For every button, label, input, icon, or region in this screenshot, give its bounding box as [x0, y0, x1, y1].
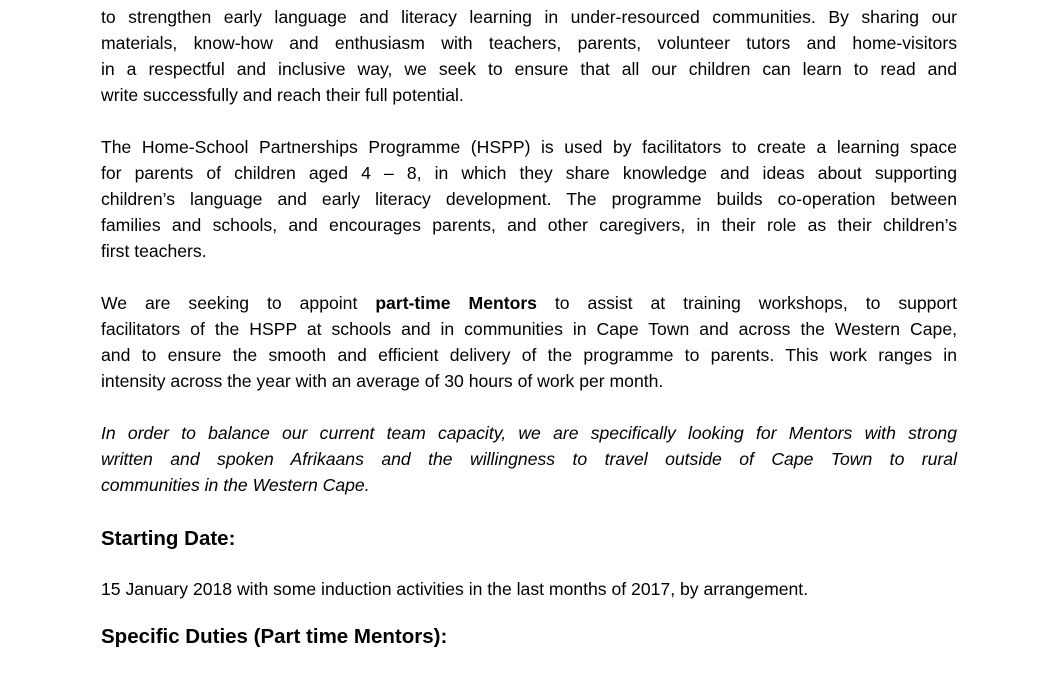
specific-duties-heading: Specific Duties (Part time Mentors):	[101, 625, 448, 648]
mentors-paragraph	[101, 290, 957, 394]
mentors-line-1-before: We are seeking to appoint	[101, 293, 376, 313]
intro-paragraph	[101, 4, 957, 108]
hspp-paragraph	[101, 134, 957, 264]
hspp-line-2: for parents of children aged 4 – 8, in which they share knowledge and ideas about supporting	[101, 163, 957, 183]
intro-line-4: write successfully and reach their full potential.	[101, 85, 464, 105]
hspp-line-5: first teachers.	[101, 241, 207, 261]
intro-line-2: materials, know-how and enthusiasm with teachers, parents, volunteer tutors and home-visitors	[101, 33, 957, 53]
mentors-line-1-after: to assist at training workshops, to support	[536, 293, 958, 313]
hspp-line-1: The Home-School Partnerships Programme (HSPP) is used by facilitators to create a learning space	[101, 137, 957, 157]
afrikaans-line-1: In order to balance our current team capacity, we are specifically looking for Mentors with strong	[101, 423, 957, 443]
hspp-line-3: children’s language and early literacy development. The programme builds co-operation between	[101, 189, 957, 209]
starting-date-text: 15 January 2018 with some induction activities in the last months of 2017, by arrangement.	[101, 579, 809, 599]
afrikaans-line-3: communities in the Western Cape.	[101, 475, 370, 495]
afrikaans-line-2: written and spoken Afrikaans and the willingness to travel outside of Cape Town to rural	[101, 449, 957, 469]
intro-line-3: in a respectful and inclusive way, we seek to ensure that all our children can learn to read and	[101, 59, 957, 79]
hspp-line-4: families and schools, and encourages parents, and other caregivers, in their role as their children’s	[101, 215, 957, 235]
afrikaans-paragraph	[101, 420, 957, 498]
intro-line-1: to strengthen early language and literacy learning in under-resourced communities. By sharing our	[101, 7, 957, 27]
mentors-line-1	[101, 290, 957, 316]
starting-date-heading: Starting Date:	[101, 527, 236, 550]
part-time-mentors-emphasis: part-time Mentors	[375, 293, 537, 313]
mentors-line-3: and to ensure the smooth and efficient delivery of the programme to parents. This work ranges in	[101, 345, 957, 365]
mentors-line-4: intensity across the year with an average of 30 hours of work per month.	[101, 371, 664, 391]
mentors-line-2: facilitators of the HSPP at schools and in communities in Cape Town and across the Western Cape,	[101, 319, 957, 339]
